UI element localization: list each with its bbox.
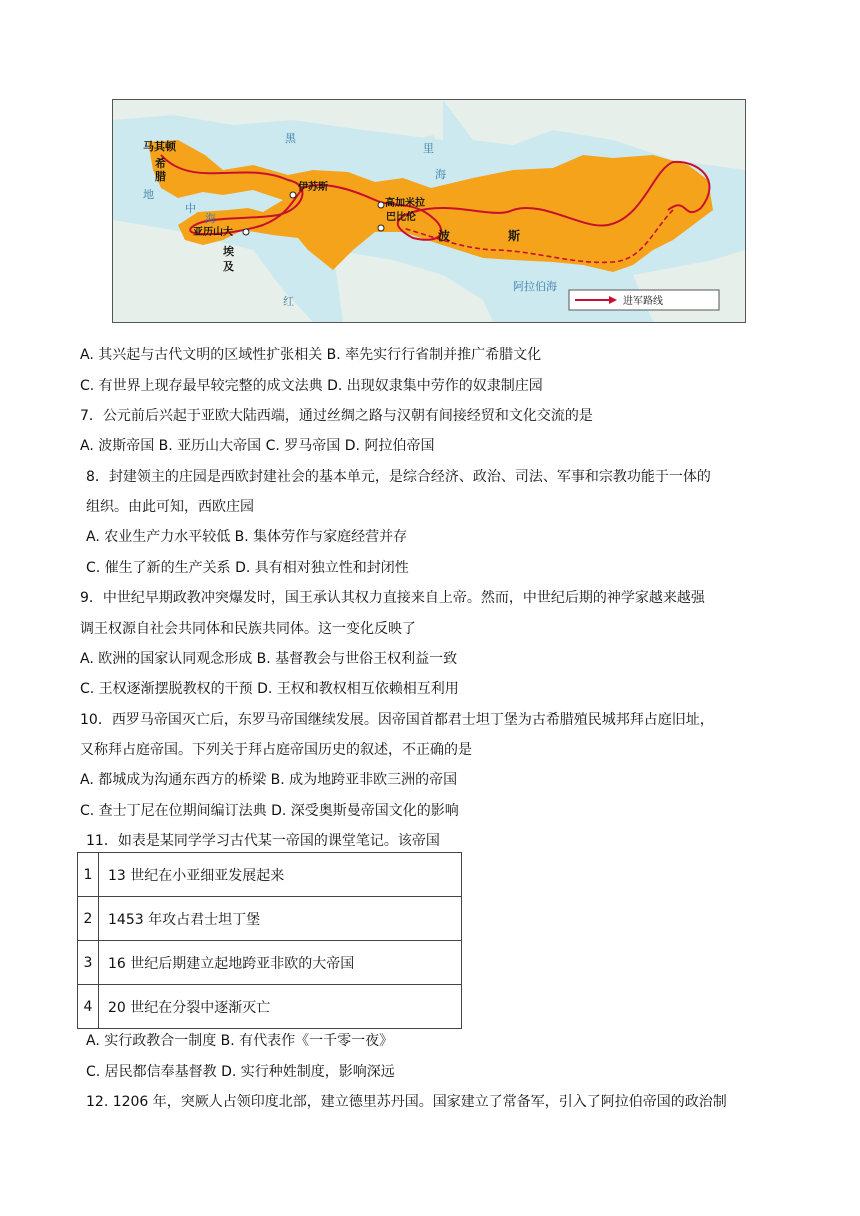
label-babylon: 巴比伦 xyxy=(386,212,416,223)
label-persia-1: 波 xyxy=(438,229,451,243)
q10-option-cd: C. 查士丁尼在位期间编订法典 D. 深受奥斯曼帝国文化的影响 xyxy=(80,803,459,819)
label-med-1: 地 xyxy=(143,188,154,201)
row-text: 20 世纪在分裂中逐渐灭亡 xyxy=(99,985,462,1029)
label-caspian-1: 里 xyxy=(423,142,434,155)
q11-option-ab: A. 实行政教合一制度 B. 有代表作《一千零一夜》 xyxy=(86,1033,394,1049)
table-row xyxy=(78,853,462,897)
label-egypt-2: 及 xyxy=(223,260,234,273)
label-greece-2: 腊 xyxy=(155,170,166,183)
label-red-sea: 红 xyxy=(283,295,294,308)
row-text: 1453 年攻占君士坦丁堡 xyxy=(99,897,462,941)
row-number: 1 xyxy=(78,853,99,897)
alexandria-marker xyxy=(243,229,249,235)
q7-stem: 7．公元前后兴起于亚欧大陆西端，通过丝绸之路与汉朝有间接经贸和文化交流的是 xyxy=(80,408,593,424)
legend-label: 进军路线 xyxy=(623,296,663,307)
label-gaugamela: 高加米拉 xyxy=(385,198,425,209)
label-egypt-1: 埃 xyxy=(223,245,234,258)
q6-option-cd: C. 有世界上现存最早较完整的成文法典 D. 出现奴隶集中劳作的奴隶制庄园 xyxy=(80,378,543,394)
label-persia-2: 斯 xyxy=(508,229,521,243)
row-number: 3 xyxy=(78,941,99,985)
q9-stem: 9．中世纪早期政教冲突爆发时，国王承认其权力直接来自上帝。然而，中世纪后期的神学家越来越强 xyxy=(80,590,705,606)
q12-stem: 12. 1206 年，突厥人占领印度北部，建立德里苏丹国。国家建立了常备军，引入了阿拉伯帝国的政治制 xyxy=(86,1094,727,1110)
label-alexandria: 亚历山大 xyxy=(193,227,233,238)
row-number: 4 xyxy=(78,985,99,1029)
map-svg xyxy=(113,100,745,322)
q7-options: A. 波斯帝国 B. 亚历山大帝国 C. 罗马帝国 D. 阿拉伯帝国 xyxy=(80,438,435,454)
label-caspian-2: 海 xyxy=(435,168,446,181)
route-map xyxy=(112,99,746,323)
table-row xyxy=(78,985,462,1029)
label-black-sea: 黑 xyxy=(285,132,296,145)
row-text: 16 世纪后期建立起地跨亚非欧的大帝国 xyxy=(99,941,462,985)
babylon-marker xyxy=(378,225,384,231)
table-row xyxy=(78,941,462,985)
q8-stem: 8．封建领主的庄园是西欧封建社会的基本单元，是综合经济、政治、司法、军事和宗教功能于一体的 xyxy=(86,469,711,485)
label-med-3: 海 xyxy=(205,212,216,225)
issus-marker xyxy=(290,192,296,198)
label-med-2: 中 xyxy=(185,202,196,215)
label-greece-1: 希 xyxy=(155,157,166,170)
q6-option-ab: A. 其兴起与古代文明的区域性扩张相关 B. 率先实行行省制并推广希腊文化 xyxy=(80,347,542,363)
q9-option-ab: A. 欧洲的国家认同观念形成 B. 基督教会与世俗王权利益一致 xyxy=(80,651,458,667)
q8-option-ab: A. 农业生产力水平较低 B. 集体劳作与家庭经营并存 xyxy=(86,529,408,545)
q9-stem-cont: 调王权源自社会共同体和民族共同体。这一变化反映了 xyxy=(80,621,416,637)
gaugamela-marker xyxy=(378,202,384,208)
notes-table xyxy=(77,852,462,1029)
label-arabian-sea: 阿拉伯海 xyxy=(513,280,557,293)
q11-stem: 11．如表是某同学学习古代某一帝国的课堂笔记。该帝国 xyxy=(86,833,440,849)
row-text: 13 世纪在小亚细亚发展起来 xyxy=(99,853,462,897)
row-number: 2 xyxy=(78,897,99,941)
q8-stem-cont: 组织。由此可知，西欧庄园 xyxy=(86,499,254,515)
q10-option-ab: A. 都城成为沟通东西方的桥梁 B. 成为地跨亚非欧三洲的帝国 xyxy=(80,772,458,788)
q9-option-cd: C. 王权逐渐摆脱教权的干预 D. 王权和教权相互依赖相互利用 xyxy=(80,681,459,697)
label-macedonia: 马其顿 xyxy=(143,140,176,153)
q10-stem: 10．西罗马帝国灭亡后，东罗马帝国继续发展。因帝国首都君士坦丁堡为古希腊殖民城邦拜占庭旧址， xyxy=(80,712,714,728)
table-row xyxy=(78,897,462,941)
q11-option-cd: C. 居民都信奉基督教 D. 实行种姓制度，影响深远 xyxy=(86,1064,395,1080)
q8-option-cd: C. 催生了新的生产关系 D. 具有相对独立性和封闭性 xyxy=(86,560,409,576)
q10-stem-cont: 又称拜占庭帝国。下列关于拜占庭帝国历史的叙述，不正确的是 xyxy=(80,742,472,758)
label-issus: 伊苏斯 xyxy=(298,182,328,193)
